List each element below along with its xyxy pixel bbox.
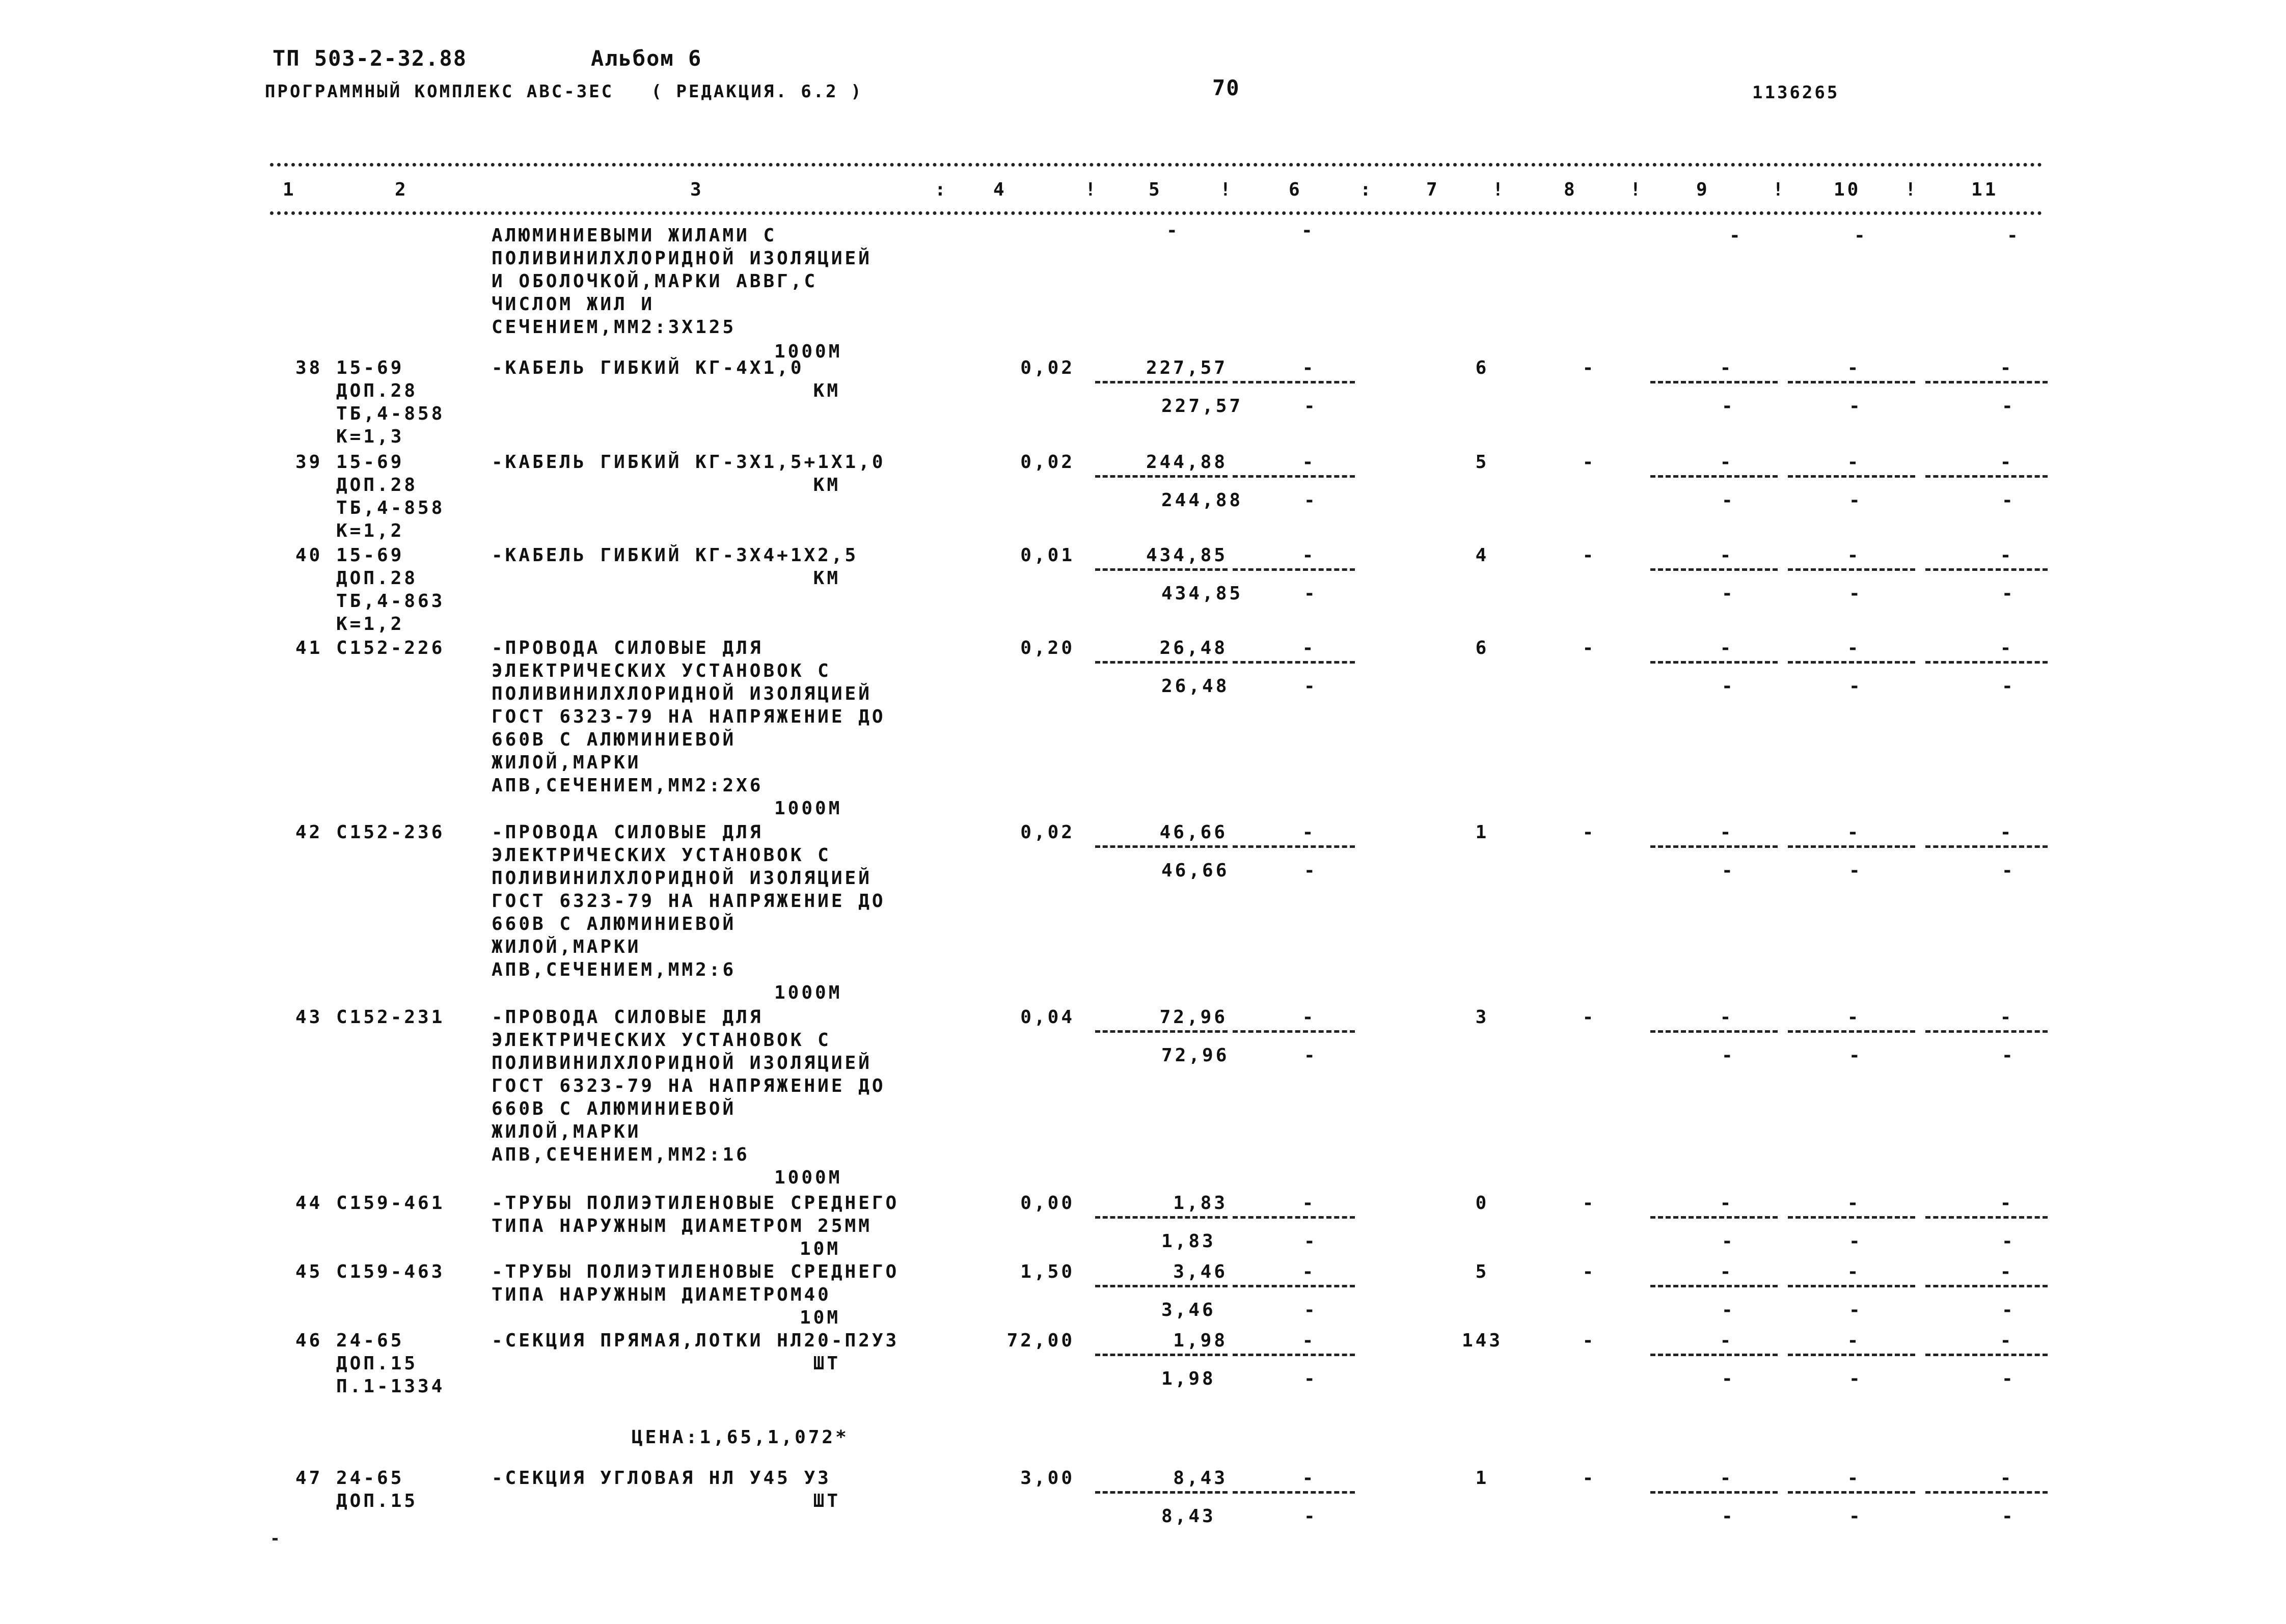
- cell-lower-mark: -: [2002, 583, 2016, 604]
- fraction-divider: [1095, 845, 1228, 848]
- cell-col8: -: [1582, 1330, 1596, 1351]
- cell-col9: -: [1720, 545, 1734, 566]
- cell-lower-mark: -: [2002, 1231, 2016, 1252]
- fraction-divider: [1233, 475, 1355, 478]
- cell-lower-mark: -: [1849, 1231, 1863, 1252]
- cell-col4: 72,00: [1006, 1330, 1075, 1351]
- row-description: -ПРОВОДА СИЛОВЫЕ ДЛЯ: [492, 638, 764, 658]
- cell-lower-mark: 1,83: [1161, 1231, 1216, 1252]
- cell-lower-mark: -: [2002, 396, 2016, 417]
- cell-lower-mark: 8,43: [1161, 1506, 1216, 1527]
- fraction-divider: [1788, 1491, 1915, 1494]
- cell-col10: -: [1847, 1007, 1861, 1028]
- cell-lower-mark: -: [1722, 1506, 1735, 1527]
- cell-lower-mark: -: [1304, 490, 1318, 511]
- cell-lower-mark: -: [1849, 1368, 1863, 1389]
- cell-col9: -: [1720, 822, 1734, 843]
- row-number: 44: [295, 1193, 323, 1214]
- page-bottom-line: [273, 1538, 278, 1540]
- fraction-divider: [1233, 1491, 1355, 1494]
- cell-col4: 0,20: [1020, 638, 1075, 658]
- row-code: ДОП.15: [336, 1353, 418, 1374]
- row-unit: ШТ: [813, 1491, 840, 1511]
- cell-col4: 3,00: [1020, 1468, 1075, 1489]
- cell-col8: -: [1582, 1468, 1596, 1489]
- row-code: ТБ,4-858: [336, 498, 445, 518]
- fraction-divider: [1095, 568, 1228, 571]
- row-description: АПВ,СЕЧЕНИЕМ,ММ2:6: [492, 959, 737, 980]
- row-description: 660В С АЛЮМИНИЕВОЙ: [492, 729, 737, 750]
- fraction-divider: [1095, 661, 1228, 664]
- page-number: 70: [1212, 75, 1240, 100]
- cell-lower-mark: -: [1722, 396, 1735, 417]
- fraction-divider: [1233, 381, 1355, 383]
- fraction-divider: [1925, 1285, 2048, 1287]
- row-description: 660В С АЛЮМИНИЕВОЙ: [492, 914, 737, 934]
- fraction-divider: [1095, 475, 1228, 478]
- cell-lower-mark: 3,46: [1161, 1300, 1216, 1320]
- document-code: 1136265: [1752, 82, 1840, 103]
- cell-col6: -: [1302, 1261, 1316, 1282]
- cell-col11: -: [2000, 1007, 2014, 1028]
- fraction-divider: [1095, 1491, 1228, 1494]
- col-separator: !: [1905, 179, 1919, 200]
- cell-col7: 6: [1475, 638, 1489, 658]
- row-unit: КМ: [813, 380, 840, 401]
- cell-col6: -: [1302, 1193, 1316, 1214]
- cell-col10: -: [1847, 1330, 1861, 1351]
- cell-lower-mark: -: [1849, 860, 1863, 881]
- cell-col11: -: [2000, 1468, 2014, 1489]
- row-unit: 1000М: [774, 1167, 842, 1188]
- fraction-divider: [1788, 475, 1915, 478]
- fraction-divider: [1925, 1354, 2048, 1356]
- row-unit: 1000М: [774, 798, 842, 819]
- cell-lower-mark: -: [1849, 1506, 1863, 1527]
- row-code: К=1,3: [336, 426, 404, 447]
- row-code: С152-226: [336, 638, 445, 658]
- fraction-divider: [1650, 1491, 1778, 1494]
- col-header-2: 2: [395, 179, 409, 200]
- cell-col4: 0,02: [1020, 822, 1075, 843]
- cell-lower-mark: -: [2002, 1045, 2016, 1066]
- cell-lower-mark: -: [1722, 1368, 1735, 1389]
- row-number: 46: [295, 1330, 323, 1351]
- cell-col9: -: [1720, 1007, 1734, 1028]
- row-code: К=1,2: [336, 614, 404, 635]
- fraction-divider: [1095, 1030, 1228, 1033]
- fraction-divider: [1925, 661, 2048, 664]
- cell-lower-mark: -: [1849, 583, 1863, 604]
- cont-mark: -: [1729, 225, 1743, 246]
- row-code: С159-463: [336, 1261, 445, 1282]
- cell-lower-mark: -: [1304, 676, 1318, 697]
- cell-lower-mark: -: [1722, 1300, 1735, 1320]
- row-number: 38: [295, 357, 323, 378]
- row-number: 39: [295, 452, 323, 473]
- row-description: ГОСТ 6323-79 НА НАПРЯЖЕНИЕ ДО: [492, 1076, 886, 1096]
- row-description: 660В С АЛЮМИНИЕВОЙ: [492, 1098, 737, 1119]
- col-header-1: 1: [283, 179, 296, 200]
- row-unit: 1000М: [774, 982, 842, 1003]
- row-code: ДОП.28: [336, 475, 418, 496]
- row-code: С159-461: [336, 1193, 445, 1214]
- col-separator: !: [1492, 179, 1506, 200]
- cell-col11: -: [2000, 822, 2014, 843]
- cell-col4: 1,50: [1020, 1261, 1075, 1282]
- cell-col5: 434,85: [1146, 545, 1228, 566]
- cell-lower-mark: -: [1304, 1368, 1318, 1389]
- cell-lower-mark: -: [1849, 1300, 1863, 1320]
- col-separator: !: [1220, 179, 1234, 200]
- cell-col9: -: [1720, 1261, 1734, 1282]
- cont-line: И ОБОЛОЧКОЙ,МАРКИ АВВГ,С: [492, 271, 818, 292]
- cont-unit: 1000М: [774, 341, 842, 362]
- cell-lower-mark: -: [2002, 490, 2016, 511]
- row-description: ЖИЛОЙ,МАРКИ: [492, 937, 641, 957]
- fraction-divider: [1925, 1216, 2048, 1219]
- cell-col7: 5: [1475, 452, 1489, 473]
- fraction-divider: [1925, 381, 2048, 383]
- row-code: 24-65: [336, 1330, 404, 1351]
- row-unit: 10М: [799, 1307, 840, 1328]
- cell-lower-mark: 46,66: [1161, 860, 1230, 881]
- row-unit: КМ: [813, 475, 840, 496]
- row-description: ЭЛЕКТРИЧЕСКИХ УСТАНОВОК С: [492, 845, 831, 866]
- cell-col8: -: [1582, 545, 1596, 566]
- col-separator: !: [1630, 179, 1644, 200]
- cell-col5: 26,48: [1159, 638, 1228, 658]
- cell-col5: 1,83: [1173, 1193, 1228, 1214]
- cell-col4: 0,01: [1020, 545, 1075, 566]
- row-code: ТБ,4-858: [336, 403, 445, 424]
- cell-col11: -: [2000, 1193, 2014, 1214]
- cont-mark: -: [1301, 220, 1315, 241]
- cell-col6: -: [1302, 357, 1316, 378]
- cell-col7: 6: [1475, 357, 1489, 378]
- cell-col8: -: [1582, 822, 1596, 843]
- row-description: ПОЛИВИНИЛХЛОРИДНОЙ ИЗОЛЯЦИЕЙ: [492, 1053, 872, 1074]
- fraction-divider: [1925, 568, 2048, 571]
- fraction-divider: [1233, 1216, 1355, 1219]
- cell-col5: 227,57: [1146, 357, 1228, 378]
- fraction-divider: [1233, 1285, 1355, 1287]
- row-code: С152-231: [336, 1007, 445, 1028]
- cell-col8: -: [1582, 638, 1596, 658]
- cell-col4: 0,04: [1020, 1007, 1075, 1028]
- row-description: -ТРУБЫ ПОЛИЭТИЛЕНОВЫЕ СРЕДНЕГО: [492, 1261, 900, 1282]
- cell-lower-mark: -: [2002, 860, 2016, 881]
- row-number: 45: [295, 1261, 323, 1282]
- cell-lower-mark: -: [1722, 490, 1735, 511]
- fraction-divider: [1095, 381, 1228, 383]
- row-number: 47: [295, 1468, 323, 1489]
- fraction-divider: [1233, 845, 1355, 848]
- fraction-divider: [1788, 568, 1915, 571]
- cell-col10: -: [1847, 1468, 1861, 1489]
- row-code: ТБ,4-863: [336, 591, 445, 612]
- row-code: ДОП.28: [336, 380, 418, 401]
- fraction-divider: [1650, 1354, 1778, 1356]
- row-description: ЭЛЕКТРИЧЕСКИХ УСТАНОВОК С: [492, 1030, 831, 1051]
- fraction-divider: [1925, 845, 2048, 848]
- fraction-divider: [1650, 1216, 1778, 1219]
- fraction-divider: [1788, 845, 1915, 848]
- row-code: 15-69: [336, 452, 404, 473]
- cell-col8: -: [1582, 1007, 1596, 1028]
- cell-lower-mark: -: [1849, 490, 1863, 511]
- cell-col6: -: [1302, 1330, 1316, 1351]
- col-header-9: 9: [1696, 179, 1710, 200]
- doc-code: ТП 503-2-32.88: [273, 46, 468, 71]
- row-unit: КМ: [813, 568, 840, 589]
- col-header-3: 3: [690, 179, 704, 200]
- cell-col6: -: [1302, 545, 1316, 566]
- fraction-divider: [1788, 381, 1915, 383]
- row-description: ЖИЛОЙ,МАРКИ: [492, 1121, 641, 1142]
- col-separator: :: [1360, 179, 1374, 200]
- cell-col9: -: [1720, 452, 1734, 473]
- fraction-divider: [1650, 381, 1778, 383]
- cont-line: ПОЛИВИНИЛХЛОРИДНОЙ ИЗОЛЯЦИЕЙ: [492, 248, 872, 269]
- col-header-7: 7: [1426, 179, 1440, 200]
- cell-col10: -: [1847, 545, 1861, 566]
- row-description: ТИПА НАРУЖНЫМ ДИАМЕТРОМ 25ММ: [492, 1216, 872, 1236]
- cell-col11: -: [2000, 1330, 2014, 1351]
- row-description: -СЕКЦИЯ УГЛОВАЯ НЛ У45 У3: [492, 1468, 831, 1489]
- row-number: 41: [295, 638, 323, 658]
- cell-col11: -: [2000, 357, 2014, 378]
- row-description: АПВ,СЕЧЕНИЕМ,ММ2:2Х6: [492, 775, 764, 796]
- row-code: ДОП.28: [336, 568, 418, 589]
- cell-col9: -: [1720, 1468, 1734, 1489]
- cell-col5: 46,66: [1159, 822, 1228, 843]
- fraction-divider: [1095, 1216, 1228, 1219]
- cell-lower-mark: -: [2002, 1368, 2016, 1389]
- row-description: -ПРОВОДА СИЛОВЫЕ ДЛЯ: [492, 822, 764, 843]
- row-description: ПОЛИВИНИЛХЛОРИДНОЙ ИЗОЛЯЦИЕЙ: [492, 868, 872, 889]
- price-note: ЦЕНА:1,65,1,072*: [632, 1427, 849, 1448]
- col-header-5: 5: [1149, 179, 1162, 200]
- col-separators: :: [935, 179, 948, 200]
- cell-col10: -: [1847, 452, 1861, 473]
- cell-lower-mark: -: [1722, 1231, 1735, 1252]
- cell-col10: -: [1847, 1261, 1861, 1282]
- row-unit: ШТ: [813, 1353, 840, 1374]
- row-code: С152-236: [336, 822, 445, 843]
- fraction-divider: [1233, 1030, 1355, 1033]
- row-description: ГОСТ 6323-79 НА НАПРЯЖЕНИЕ ДО: [492, 706, 886, 727]
- cell-col6: -: [1302, 1468, 1316, 1489]
- fraction-divider: [1788, 1030, 1915, 1033]
- cell-col8: -: [1582, 452, 1596, 473]
- cell-lower-mark: -: [1849, 1045, 1863, 1066]
- cell-col5: 1,98: [1173, 1330, 1228, 1351]
- fraction-divider: [1925, 1030, 2048, 1033]
- cell-col6: -: [1302, 638, 1316, 658]
- cell-col7: 1: [1475, 1468, 1489, 1489]
- cell-col7: 4: [1475, 545, 1489, 566]
- cell-col6: -: [1302, 822, 1316, 843]
- col-separator: !: [1773, 179, 1786, 200]
- row-code: П.1-1334: [336, 1376, 445, 1397]
- col-header-8: 8: [1564, 179, 1577, 200]
- cell-col5: 8,43: [1173, 1468, 1228, 1489]
- cell-lower-mark: -: [1304, 1045, 1318, 1066]
- col-header-11: 11: [1971, 179, 1999, 200]
- cell-lower-mark: -: [2002, 1506, 2016, 1527]
- fraction-divider: [1925, 1491, 2048, 1494]
- cell-col5: 3,46: [1173, 1261, 1228, 1282]
- cell-col7: 143: [1461, 1330, 1503, 1351]
- cell-col6: -: [1302, 1007, 1316, 1028]
- cell-lower-mark: -: [1304, 860, 1318, 881]
- row-description: ТИПА НАРУЖНЫМ ДИАМЕТРОМ40: [492, 1284, 831, 1305]
- cont-line: ЧИСЛОМ ЖИЛ И: [492, 294, 655, 315]
- cell-col7: 1: [1475, 822, 1489, 843]
- album-label: Альбом 6: [591, 46, 702, 71]
- row-number: 43: [295, 1007, 323, 1028]
- cell-lower-mark: -: [2002, 1300, 2016, 1320]
- cell-col10: -: [1847, 357, 1861, 378]
- cell-lower-mark: 72,96: [1161, 1045, 1230, 1066]
- cell-lower-mark: 26,48: [1161, 676, 1230, 697]
- cell-lower-mark: -: [1304, 1506, 1318, 1527]
- row-code: ДОП.15: [336, 1491, 418, 1511]
- cell-col7: 0: [1475, 1193, 1489, 1214]
- cell-col4: 0,02: [1020, 357, 1075, 378]
- row-description: -КАБЕЛЬ ГИБКИЙ КГ-3Х4+1Х2,5: [492, 545, 859, 566]
- table-top-rule: [270, 163, 2043, 167]
- program-title: ПРОГРАММНЫЙ КОМПЛЕКС АВС-3ЕС ( РЕДАКЦИЯ. 6.2 ): [265, 81, 863, 102]
- cell-col6: -: [1302, 452, 1316, 473]
- cell-lower-mark: -: [1304, 1231, 1318, 1252]
- cell-lower-mark: -: [1304, 583, 1318, 604]
- cell-lower-mark: -: [1722, 860, 1735, 881]
- cell-lower-mark: -: [1304, 396, 1318, 417]
- cell-col10: -: [1847, 1193, 1861, 1214]
- cell-lower-mark: 244,88: [1161, 490, 1243, 511]
- fraction-divider: [1650, 568, 1778, 571]
- cell-col11: -: [2000, 452, 2014, 473]
- cell-col11: -: [2000, 545, 2014, 566]
- fraction-divider: [1650, 1285, 1778, 1287]
- row-unit: 10М: [799, 1238, 840, 1259]
- header-bottom-rule: [270, 211, 2043, 215]
- cell-lower-mark: -: [1722, 676, 1735, 697]
- row-code: 24-65: [336, 1468, 404, 1489]
- col-header-4: 4: [993, 179, 1007, 200]
- cell-col9: -: [1720, 1330, 1734, 1351]
- col-header-6: 6: [1289, 179, 1302, 200]
- fraction-divider: [1233, 568, 1355, 571]
- cont-line: СЕЧЕНИЕМ,ММ2:3Х125: [492, 317, 737, 338]
- cell-lower-mark: 1,98: [1161, 1368, 1216, 1389]
- fraction-divider: [1650, 661, 1778, 664]
- cell-lower-mark: -: [1849, 676, 1863, 697]
- row-number: 42: [295, 822, 323, 843]
- cell-col8: -: [1582, 1193, 1596, 1214]
- row-description: -КАБЕЛЬ ГИБКИЙ КГ-3Х1,5+1Х1,0: [492, 452, 886, 473]
- fraction-divider: [1650, 845, 1778, 848]
- fraction-divider: [1095, 1354, 1228, 1356]
- cell-col9: -: [1720, 357, 1734, 378]
- cell-col5: 244,88: [1146, 452, 1228, 473]
- cell-col7: 5: [1475, 1261, 1489, 1282]
- fraction-divider: [1788, 1285, 1915, 1287]
- fraction-divider: [1650, 475, 1778, 478]
- col-header-10: 10: [1834, 179, 1861, 200]
- cell-lower-mark: -: [2002, 676, 2016, 697]
- fraction-divider: [1095, 1285, 1228, 1287]
- row-description: ЖИЛОЙ,МАРКИ: [492, 752, 641, 773]
- cell-col10: -: [1847, 638, 1861, 658]
- row-number: 40: [295, 545, 323, 566]
- cont-mark: -: [2007, 225, 2021, 246]
- row-description: ГОСТ 6323-79 НА НАПРЯЖЕНИЕ ДО: [492, 891, 886, 912]
- row-description: -КАБЕЛЬ ГИБКИЙ КГ-4Х1,0: [492, 357, 804, 378]
- fraction-divider: [1788, 1216, 1915, 1219]
- row-code: 15-69: [336, 545, 404, 566]
- cont-mark: -: [1166, 220, 1180, 241]
- cont-mark: -: [1854, 225, 1868, 246]
- cell-col4: 0,00: [1020, 1193, 1075, 1214]
- cell-lower-mark: -: [1722, 583, 1735, 604]
- cell-lower-mark: 227,57: [1161, 396, 1243, 417]
- cont-line: АЛЮМИНИЕВЫМИ ЖИЛАМИ С: [492, 225, 777, 246]
- fraction-divider: [1788, 661, 1915, 664]
- fraction-divider: [1925, 475, 2048, 478]
- cell-lower-mark: -: [1849, 396, 1863, 417]
- col-separator: !: [1085, 179, 1099, 200]
- row-description: АПВ,СЕЧЕНИЕМ,ММ2:16: [492, 1144, 750, 1165]
- cell-lower-mark: -: [1722, 1045, 1735, 1066]
- cell-lower-mark: -: [1304, 1300, 1318, 1320]
- row-code: 15-69: [336, 357, 404, 378]
- cell-col7: 3: [1475, 1007, 1489, 1028]
- fraction-divider: [1650, 1030, 1778, 1033]
- fraction-divider: [1233, 661, 1355, 664]
- cell-col9: -: [1720, 638, 1734, 658]
- cell-col8: -: [1582, 1261, 1596, 1282]
- row-description: ЭЛЕКТРИЧЕСКИХ УСТАНОВОК С: [492, 660, 831, 681]
- cell-col9: -: [1720, 1193, 1734, 1214]
- cell-col10: -: [1847, 822, 1861, 843]
- cell-lower-mark: 434,85: [1161, 583, 1243, 604]
- cell-col4: 0,02: [1020, 452, 1075, 473]
- fraction-divider: [1233, 1354, 1355, 1356]
- row-description: ПОЛИВИНИЛХЛОРИДНОЙ ИЗОЛЯЦИЕЙ: [492, 683, 872, 704]
- fraction-divider: [1788, 1354, 1915, 1356]
- row-description: -ТРУБЫ ПОЛИЭТИЛЕНОВЫЕ СРЕДНЕГО: [492, 1193, 900, 1214]
- row-description: -ПРОВОДА СИЛОВЫЕ ДЛЯ: [492, 1007, 764, 1028]
- cell-col11: -: [2000, 1261, 2014, 1282]
- cell-col11: -: [2000, 638, 2014, 658]
- cell-col8: -: [1582, 357, 1596, 378]
- row-description: -СЕКЦИЯ ПРЯМАЯ,ЛОТКИ НЛ20-П2У3: [492, 1330, 900, 1351]
- row-code: К=1,2: [336, 520, 404, 541]
- cell-col5: 72,96: [1159, 1007, 1228, 1028]
